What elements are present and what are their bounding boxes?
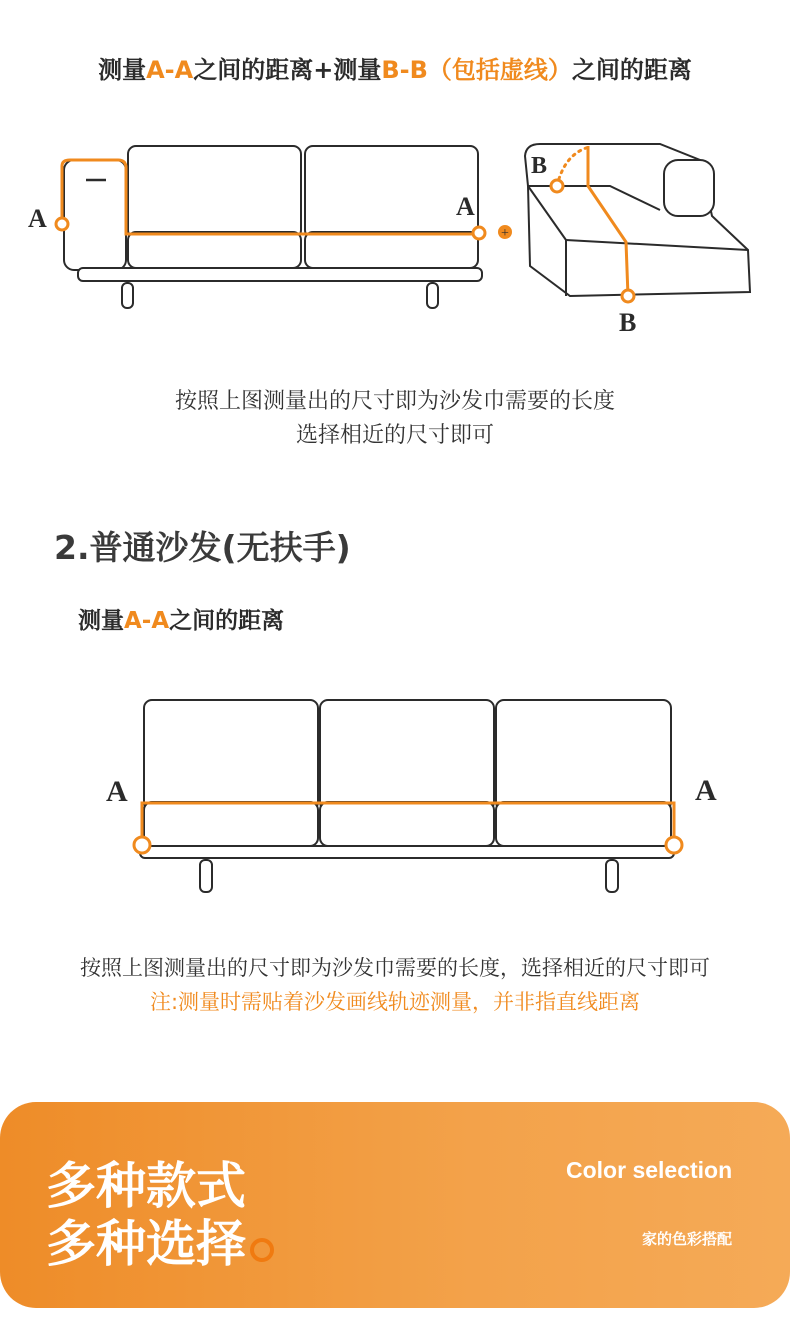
section1-description-line1: 按照上图测量出的尺寸即为沙发巾需要的长度 — [174, 389, 615, 414]
section2-heading — [78, 602, 284, 635]
banner-english-title: Color selection — [566, 1157, 733, 1183]
seat-cushion — [144, 802, 318, 846]
chaise-pillow — [664, 160, 714, 216]
banner-title-line2: 多种选择 — [46, 1215, 246, 1273]
label-a-left: A — [28, 204, 47, 233]
heading-text: 测量 — [98, 56, 147, 84]
plus-sign: + — [501, 226, 509, 241]
label-b-top: B — [531, 153, 548, 179]
seat-cushion — [496, 802, 671, 846]
sofa-leg — [122, 283, 133, 308]
sofa-no-armrest-diagram — [0, 690, 790, 900]
section2-description: 按照上图测量出的尺寸即为沙发巾需要的长度，选择相近的尺寸即可 — [80, 956, 710, 980]
heading-text: 之间的距离 — [169, 608, 285, 634]
seat-cushion — [128, 232, 301, 268]
back-cushion — [320, 700, 494, 810]
heading-aa: A-A — [146, 56, 194, 84]
chaise-body — [525, 144, 750, 296]
heading-bb: B-B（包括虚线） — [381, 56, 572, 84]
heading-text: 之间的距离 — [571, 56, 692, 84]
sofa-leg — [200, 860, 212, 892]
banner-subtitle: 家的色彩搭配 — [642, 1230, 733, 1248]
heading-aa: A-A — [124, 608, 170, 634]
sofa-leg — [427, 283, 438, 308]
seat-cushion — [320, 802, 494, 846]
back-cushion — [144, 700, 318, 810]
sofa-leg — [606, 860, 618, 892]
section1-description-line2: 选择相近的尺寸即可 — [295, 423, 494, 448]
back-cushion — [128, 146, 301, 238]
sofa-with-armrest-diagram — [0, 120, 790, 350]
section2-title: 2.普通沙发(无扶手) — [54, 528, 351, 567]
heading-text: 之间的距离+测量 — [193, 56, 382, 84]
circle-dot-icon — [250, 1238, 274, 1262]
back-cushion — [496, 700, 671, 810]
label-a-right: A — [456, 192, 475, 221]
label-a-left: A — [106, 775, 128, 808]
sofa-base — [140, 846, 674, 858]
label-a-right: A — [695, 774, 717, 807]
sofa-base — [78, 268, 482, 281]
section2-note: 注:测量时需贴着沙发画线轨迹测量，并非指直线距离 — [149, 990, 641, 1014]
heading-text: 测量 — [78, 608, 124, 634]
banner-title-line1: 多种款式 — [46, 1157, 246, 1215]
back-cushion — [305, 146, 478, 238]
label-b-bottom: B — [619, 308, 637, 337]
section1-heading — [0, 50, 790, 85]
seat-cushion — [305, 232, 478, 268]
armrest — [64, 160, 126, 270]
